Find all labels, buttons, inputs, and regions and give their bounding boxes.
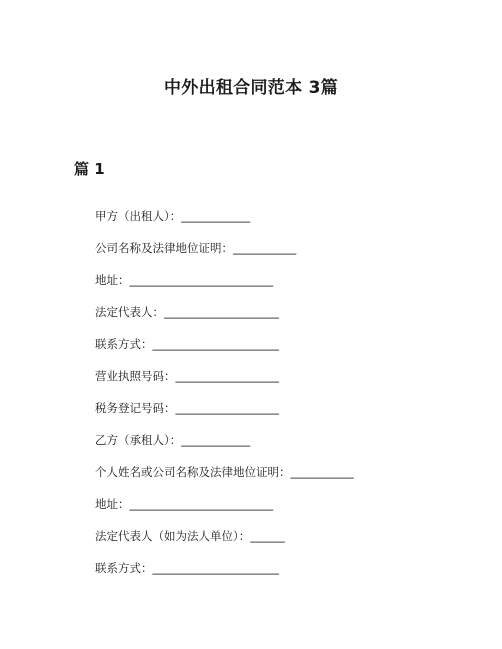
lessee-legal-rep-line: 法定代表人（如为法人单位）：______ [95, 529, 285, 543]
lessor-address-line: 地址：_________________________ [95, 273, 274, 287]
lessee-name-line: 个人姓名或公司名称及法律地位证明：___________ [95, 465, 354, 479]
lessor-contact-line: 联系方式：______________________ [95, 337, 279, 351]
lessor-tax-registration-line: 税务登记号码：__________________ [95, 401, 279, 415]
lessor-company-line: 公司名称及法律地位证明：___________ [95, 241, 297, 255]
lessor-legal-rep-line: 法定代表人：____________________ [95, 305, 279, 319]
lessor-line: 甲方（出租人）：____________ [95, 209, 251, 223]
lessor-business-license-line: 营业执照号码：__________________ [95, 369, 279, 383]
lessee-contact-line: 联系方式：______________________ [95, 561, 279, 575]
section-heading: 篇 1 [74, 160, 105, 178]
lessee-line: 乙方（承租人）：____________ [95, 433, 251, 447]
lessee-address-line: 地址：_________________________ [95, 497, 274, 511]
party-info-fields [95, 208, 485, 592]
document-title: 中外出租合同范本 3篇 [163, 78, 339, 98]
